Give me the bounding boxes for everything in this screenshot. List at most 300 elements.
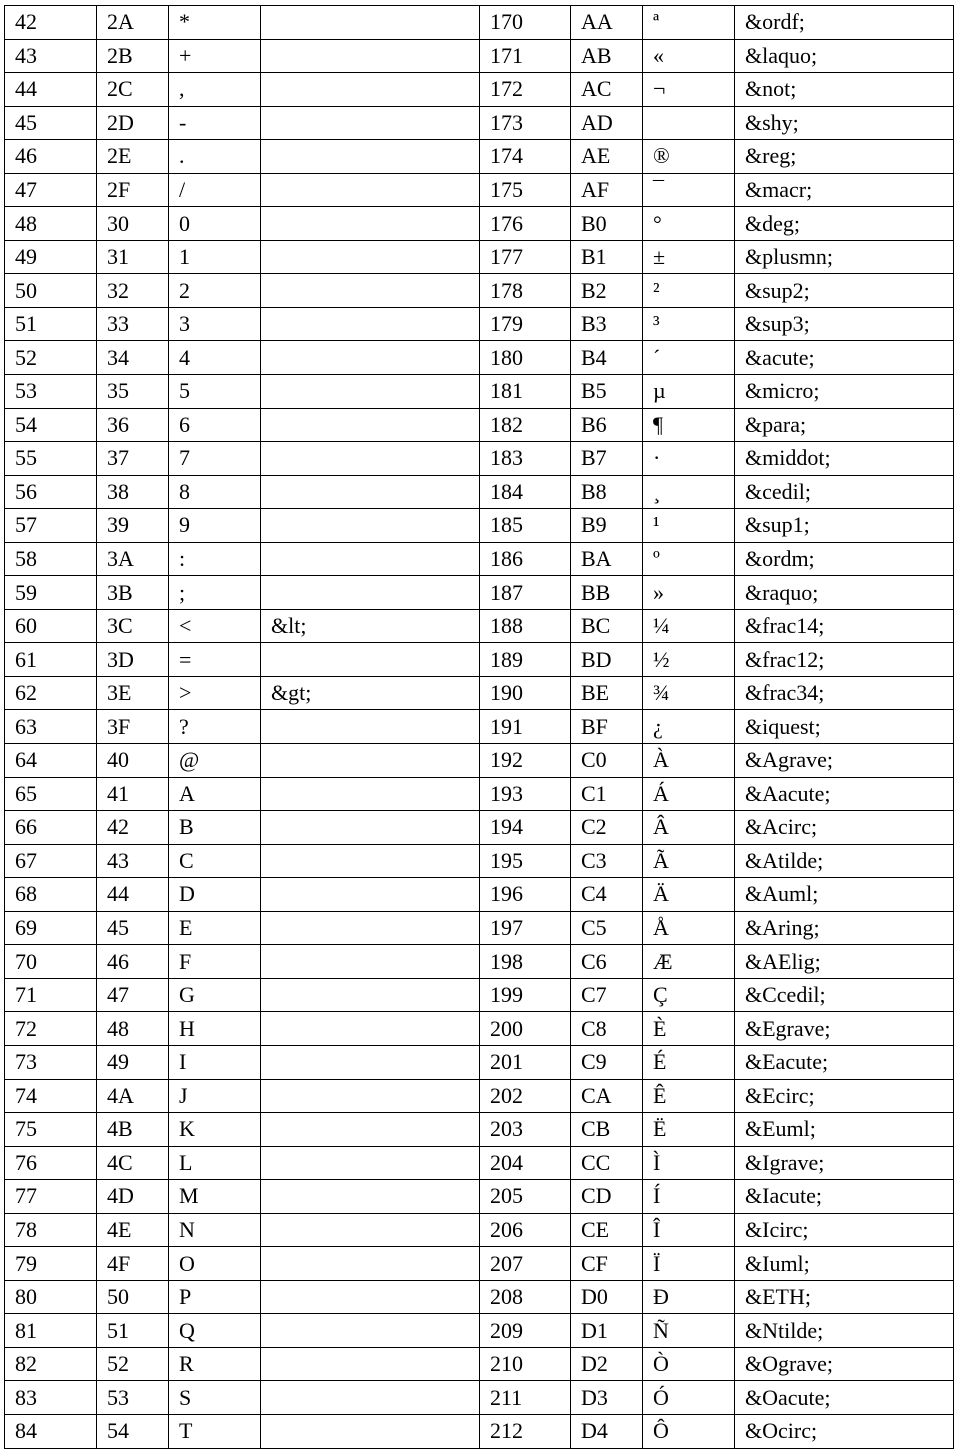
- hex-code-cell: AF: [571, 173, 643, 207]
- character-cell: O: [169, 1247, 261, 1281]
- character-cell: ·: [643, 442, 735, 476]
- decimal-code-cell: 83: [5, 1381, 97, 1415]
- hex-code-cell: B6: [571, 408, 643, 442]
- decimal-code-cell: 58: [5, 542, 97, 576]
- character-cell: C: [169, 844, 261, 878]
- entity-name-cell: &Ocirc;: [735, 1414, 954, 1448]
- character-cell: Ì: [643, 1146, 735, 1180]
- character-cell: Q: [169, 1314, 261, 1348]
- character-cell: À: [643, 744, 735, 778]
- character-cell: I: [169, 1045, 261, 1079]
- hex-code-cell: BB: [571, 576, 643, 610]
- entity-name-cell: [261, 442, 480, 476]
- character-cell: º: [643, 542, 735, 576]
- hex-code-cell: CF: [571, 1247, 643, 1281]
- entity-name-cell: &raquo;: [735, 576, 954, 610]
- entity-name-cell: &Euml;: [735, 1113, 954, 1147]
- table-row: [5, 1314, 954, 1348]
- decimal-code-cell: 57: [5, 509, 97, 543]
- character-cell: :: [169, 542, 261, 576]
- character-cell: ½: [643, 643, 735, 677]
- entity-name-cell: [261, 140, 480, 174]
- hex-code-cell: B9: [571, 509, 643, 543]
- decimal-code-cell: 45: [5, 106, 97, 140]
- character-cell: <: [169, 609, 261, 643]
- character-cell: ³: [643, 307, 735, 341]
- decimal-code-cell: 67: [5, 844, 97, 878]
- decimal-code-cell: 75: [5, 1113, 97, 1147]
- entity-name-cell: [261, 945, 480, 979]
- character-cell: Ã: [643, 844, 735, 878]
- character-cell: D: [169, 878, 261, 912]
- decimal-code-cell: 192: [480, 744, 571, 778]
- hex-code-cell: AD: [571, 106, 643, 140]
- table-row: [5, 341, 954, 375]
- entity-name-cell: &frac12;: [735, 643, 954, 677]
- character-cell: ±: [643, 240, 735, 274]
- character-cell: B: [169, 811, 261, 845]
- entity-name-cell: &reg;: [735, 140, 954, 174]
- entity-name-cell: [261, 811, 480, 845]
- character-cell: Ô: [643, 1414, 735, 1448]
- decimal-code-cell: 208: [480, 1280, 571, 1314]
- decimal-code-cell: 212: [480, 1414, 571, 1448]
- table-row: [5, 1213, 954, 1247]
- entity-name-cell: &Aacute;: [735, 777, 954, 811]
- entity-name-cell: [261, 1381, 480, 1415]
- entity-name-cell: [261, 509, 480, 543]
- character-cell: ¿: [643, 710, 735, 744]
- hex-code-cell: 4F: [97, 1247, 169, 1281]
- entity-name-cell: &Iuml;: [735, 1247, 954, 1281]
- character-cell: ®: [643, 140, 735, 174]
- decimal-code-cell: 202: [480, 1079, 571, 1113]
- character-cell: T: [169, 1414, 261, 1448]
- character-cell: J: [169, 1079, 261, 1113]
- hex-code-cell: 41: [97, 777, 169, 811]
- character-cell: »: [643, 576, 735, 610]
- decimal-code-cell: 49: [5, 240, 97, 274]
- table-row: [5, 1045, 954, 1079]
- entity-name-cell: [261, 1012, 480, 1046]
- hex-code-cell: 49: [97, 1045, 169, 1079]
- hex-code-cell: 4E: [97, 1213, 169, 1247]
- decimal-code-cell: 79: [5, 1247, 97, 1281]
- entity-name-cell: [261, 1113, 480, 1147]
- decimal-code-cell: 84: [5, 1414, 97, 1448]
- hex-code-cell: B5: [571, 375, 643, 409]
- table-row: [5, 39, 954, 73]
- decimal-code-cell: 42: [5, 6, 97, 40]
- decimal-code-cell: 80: [5, 1280, 97, 1314]
- hex-code-cell: 50: [97, 1280, 169, 1314]
- hex-code-cell: 3F: [97, 710, 169, 744]
- decimal-code-cell: 44: [5, 73, 97, 107]
- entity-name-cell: &frac34;: [735, 676, 954, 710]
- character-cell: ¶: [643, 408, 735, 442]
- hex-code-cell: CA: [571, 1079, 643, 1113]
- character-cell: H: [169, 1012, 261, 1046]
- hex-code-cell: 2A: [97, 6, 169, 40]
- entity-name-cell: &iquest;: [735, 710, 954, 744]
- entity-name-cell: [261, 341, 480, 375]
- character-cell: Ä: [643, 878, 735, 912]
- decimal-code-cell: 183: [480, 442, 571, 476]
- character-cell: Ê: [643, 1079, 735, 1113]
- hex-code-cell: CB: [571, 1113, 643, 1147]
- hex-code-cell: CC: [571, 1146, 643, 1180]
- hex-code-cell: 40: [97, 744, 169, 778]
- decimal-code-cell: 78: [5, 1213, 97, 1247]
- character-cell: ¾: [643, 676, 735, 710]
- decimal-code-cell: 180: [480, 341, 571, 375]
- table-row: [5, 375, 954, 409]
- character-cell: 5: [169, 375, 261, 409]
- character-cell: P: [169, 1280, 261, 1314]
- entity-name-cell: [261, 207, 480, 241]
- decimal-code-cell: 187: [480, 576, 571, 610]
- character-cell: ª: [643, 6, 735, 40]
- decimal-code-cell: 81: [5, 1314, 97, 1348]
- entity-name-cell: [261, 1213, 480, 1247]
- character-cell: Î: [643, 1213, 735, 1247]
- decimal-code-cell: 205: [480, 1180, 571, 1214]
- character-cell: /: [169, 173, 261, 207]
- character-cell: ¹: [643, 509, 735, 543]
- table-row: [5, 777, 954, 811]
- decimal-code-cell: 197: [480, 911, 571, 945]
- decimal-code-cell: 200: [480, 1012, 571, 1046]
- decimal-code-cell: 73: [5, 1045, 97, 1079]
- entity-name-cell: [261, 6, 480, 40]
- table-row: [5, 1146, 954, 1180]
- entity-name-cell: [261, 408, 480, 442]
- entity-name-cell: &Atilde;: [735, 844, 954, 878]
- character-cell: ;: [169, 576, 261, 610]
- character-cell: 6: [169, 408, 261, 442]
- entity-name-cell: &ordf;: [735, 6, 954, 40]
- hex-code-cell: 42: [97, 811, 169, 845]
- table-row: [5, 576, 954, 610]
- hex-code-cell: 45: [97, 911, 169, 945]
- hex-code-cell: 4B: [97, 1113, 169, 1147]
- table-row: [5, 173, 954, 207]
- hex-code-cell: B4: [571, 341, 643, 375]
- decimal-code-cell: 52: [5, 341, 97, 375]
- entity-name-cell: &deg;: [735, 207, 954, 241]
- hex-code-cell: B3: [571, 307, 643, 341]
- decimal-code-cell: 176: [480, 207, 571, 241]
- decimal-code-cell: 70: [5, 945, 97, 979]
- hex-code-cell: 38: [97, 475, 169, 509]
- decimal-code-cell: 207: [480, 1247, 571, 1281]
- hex-code-cell: 53: [97, 1381, 169, 1415]
- table-row: [5, 710, 954, 744]
- character-cell: ,: [169, 73, 261, 107]
- entity-name-cell: &not;: [735, 73, 954, 107]
- character-cell: ¸: [643, 475, 735, 509]
- entity-name-cell: [261, 240, 480, 274]
- character-cell: G: [169, 978, 261, 1012]
- decimal-code-cell: 210: [480, 1347, 571, 1381]
- table-row: [5, 1381, 954, 1415]
- decimal-code-cell: 211: [480, 1381, 571, 1415]
- decimal-code-cell: 62: [5, 676, 97, 710]
- hex-code-cell: 48: [97, 1012, 169, 1046]
- entity-name-cell: &laquo;: [735, 39, 954, 73]
- hex-code-cell: 47: [97, 978, 169, 1012]
- entity-name-cell: &ordm;: [735, 542, 954, 576]
- hex-code-cell: D4: [571, 1414, 643, 1448]
- hex-code-cell: 37: [97, 442, 169, 476]
- table-row: [5, 240, 954, 274]
- decimal-code-cell: 172: [480, 73, 571, 107]
- hex-code-cell: C5: [571, 911, 643, 945]
- character-cell: 8: [169, 475, 261, 509]
- hex-code-cell: D3: [571, 1381, 643, 1415]
- hex-code-cell: C9: [571, 1045, 643, 1079]
- decimal-code-cell: 174: [480, 140, 571, 174]
- character-cell: A: [169, 777, 261, 811]
- decimal-code-cell: 173: [480, 106, 571, 140]
- decimal-code-cell: 55: [5, 442, 97, 476]
- hex-code-cell: C4: [571, 878, 643, 912]
- table-row: [5, 643, 954, 677]
- entity-name-cell: [261, 274, 480, 308]
- entity-name-cell: [261, 844, 480, 878]
- decimal-code-cell: 71: [5, 978, 97, 1012]
- hex-code-cell: 54: [97, 1414, 169, 1448]
- character-cell: L: [169, 1146, 261, 1180]
- table-row: [5, 1280, 954, 1314]
- entity-name-cell: &ETH;: [735, 1280, 954, 1314]
- decimal-code-cell: 189: [480, 643, 571, 677]
- table-row: [5, 1012, 954, 1046]
- entity-name-cell: &shy;: [735, 106, 954, 140]
- entity-name-cell: [261, 911, 480, 945]
- character-cell: ¬: [643, 73, 735, 107]
- hex-code-cell: D1: [571, 1314, 643, 1348]
- decimal-code-cell: 76: [5, 1146, 97, 1180]
- character-cell: *: [169, 6, 261, 40]
- character-cell: Ò: [643, 1347, 735, 1381]
- table-row: [5, 408, 954, 442]
- character-cell: Á: [643, 777, 735, 811]
- character-cell: 0: [169, 207, 261, 241]
- character-cell: 3: [169, 307, 261, 341]
- table-row: [5, 140, 954, 174]
- hex-code-cell: B8: [571, 475, 643, 509]
- entity-name-cell: &Oacute;: [735, 1381, 954, 1415]
- decimal-code-cell: 204: [480, 1146, 571, 1180]
- character-cell: Ñ: [643, 1314, 735, 1348]
- decimal-code-cell: 72: [5, 1012, 97, 1046]
- hex-code-cell: 52: [97, 1347, 169, 1381]
- decimal-code-cell: 43: [5, 39, 97, 73]
- entity-name-cell: [261, 878, 480, 912]
- entity-name-cell: &Ntilde;: [735, 1314, 954, 1348]
- entity-name-cell: &Ograve;: [735, 1347, 954, 1381]
- entity-name-cell: [261, 375, 480, 409]
- entity-name-cell: [261, 1247, 480, 1281]
- entity-name-cell: &Icirc;: [735, 1213, 954, 1247]
- hex-code-cell: 3B: [97, 576, 169, 610]
- hex-code-cell: B2: [571, 274, 643, 308]
- hex-code-cell: 31: [97, 240, 169, 274]
- entity-name-cell: &Aring;: [735, 911, 954, 945]
- hex-code-cell: 4A: [97, 1079, 169, 1113]
- character-cell: F: [169, 945, 261, 979]
- decimal-code-cell: 177: [480, 240, 571, 274]
- decimal-code-cell: 190: [480, 676, 571, 710]
- entity-name-cell: &acute;: [735, 341, 954, 375]
- entity-name-cell: &sup2;: [735, 274, 954, 308]
- table-row: [5, 811, 954, 845]
- entity-name-cell: [261, 576, 480, 610]
- entity-name-cell: &macr;: [735, 173, 954, 207]
- hex-code-cell: BC: [571, 609, 643, 643]
- entity-name-cell: &Acirc;: [735, 811, 954, 845]
- table-row: [5, 1347, 954, 1381]
- table-row: [5, 274, 954, 308]
- entity-name-cell: &gt;: [261, 676, 480, 710]
- decimal-code-cell: 51: [5, 307, 97, 341]
- hex-code-cell: 3E: [97, 676, 169, 710]
- character-cell: ¼: [643, 609, 735, 643]
- character-cell: >: [169, 676, 261, 710]
- hex-code-cell: 36: [97, 408, 169, 442]
- entity-name-cell: &Auml;: [735, 878, 954, 912]
- decimal-code-cell: 171: [480, 39, 571, 73]
- entity-name-cell: [261, 744, 480, 778]
- hex-code-cell: C6: [571, 945, 643, 979]
- character-cell: 2: [169, 274, 261, 308]
- character-cell: 4: [169, 341, 261, 375]
- character-cell: Í: [643, 1180, 735, 1214]
- entity-name-cell: [261, 710, 480, 744]
- hex-code-cell: C8: [571, 1012, 643, 1046]
- table-row: [5, 744, 954, 778]
- decimal-code-cell: 64: [5, 744, 97, 778]
- decimal-code-cell: 82: [5, 1347, 97, 1381]
- table-body: [5, 6, 954, 1449]
- entity-name-cell: &frac14;: [735, 609, 954, 643]
- decimal-code-cell: 194: [480, 811, 571, 845]
- decimal-code-cell: 198: [480, 945, 571, 979]
- character-cell: Â: [643, 811, 735, 845]
- hex-code-cell: 35: [97, 375, 169, 409]
- hex-code-cell: 2C: [97, 73, 169, 107]
- entity-name-cell: &Igrave;: [735, 1146, 954, 1180]
- decimal-code-cell: 66: [5, 811, 97, 845]
- hex-code-cell: 32: [97, 274, 169, 308]
- hex-code-cell: D0: [571, 1280, 643, 1314]
- decimal-code-cell: 193: [480, 777, 571, 811]
- table-row: [5, 509, 954, 543]
- hex-code-cell: C3: [571, 844, 643, 878]
- hex-code-cell: C7: [571, 978, 643, 1012]
- entity-name-cell: [261, 106, 480, 140]
- decimal-code-cell: 60: [5, 609, 97, 643]
- entity-name-cell: &plusmn;: [735, 240, 954, 274]
- character-cell: -: [169, 106, 261, 140]
- decimal-code-cell: 201: [480, 1045, 571, 1079]
- decimal-code-cell: 178: [480, 274, 571, 308]
- table-row: [5, 1079, 954, 1113]
- character-cell: Ï: [643, 1247, 735, 1281]
- entity-name-cell: [261, 1280, 480, 1314]
- character-cell: S: [169, 1381, 261, 1415]
- character-cell: M: [169, 1180, 261, 1214]
- entity-name-cell: &sup3;: [735, 307, 954, 341]
- decimal-code-cell: 195: [480, 844, 571, 878]
- entity-name-cell: &Ccedil;: [735, 978, 954, 1012]
- table-row: [5, 911, 954, 945]
- hex-code-cell: AC: [571, 73, 643, 107]
- hex-code-cell: 3D: [97, 643, 169, 677]
- decimal-code-cell: 47: [5, 173, 97, 207]
- decimal-code-cell: 182: [480, 408, 571, 442]
- entity-name-cell: &Egrave;: [735, 1012, 954, 1046]
- hex-code-cell: AE: [571, 140, 643, 174]
- character-entity-table: [4, 5, 954, 1449]
- table-row: [5, 1414, 954, 1448]
- hex-code-cell: 4C: [97, 1146, 169, 1180]
- character-cell: E: [169, 911, 261, 945]
- entity-name-cell: [261, 39, 480, 73]
- hex-code-cell: 3A: [97, 542, 169, 576]
- entity-name-cell: [261, 307, 480, 341]
- decimal-code-cell: 185: [480, 509, 571, 543]
- entity-name-cell: &Iacute;: [735, 1180, 954, 1214]
- decimal-code-cell: 74: [5, 1079, 97, 1113]
- decimal-code-cell: 179: [480, 307, 571, 341]
- hex-code-cell: 46: [97, 945, 169, 979]
- decimal-code-cell: 59: [5, 576, 97, 610]
- decimal-code-cell: 61: [5, 643, 97, 677]
- character-cell: °: [643, 207, 735, 241]
- hex-code-cell: 51: [97, 1314, 169, 1348]
- decimal-code-cell: 68: [5, 878, 97, 912]
- hex-code-cell: BF: [571, 710, 643, 744]
- decimal-code-cell: 63: [5, 710, 97, 744]
- entity-name-cell: &para;: [735, 408, 954, 442]
- table-row: [5, 1113, 954, 1147]
- character-cell: .: [169, 140, 261, 174]
- character-cell: ?: [169, 710, 261, 744]
- decimal-code-cell: 209: [480, 1314, 571, 1348]
- decimal-code-cell: 199: [480, 978, 571, 1012]
- hex-code-cell: B1: [571, 240, 643, 274]
- character-cell: @: [169, 744, 261, 778]
- character-cell: ¯: [643, 173, 735, 207]
- entity-name-cell: [261, 777, 480, 811]
- table-row: [5, 106, 954, 140]
- hex-code-cell: C0: [571, 744, 643, 778]
- decimal-code-cell: 203: [480, 1113, 571, 1147]
- table-row: [5, 307, 954, 341]
- character-cell: «: [643, 39, 735, 73]
- entity-name-cell: [261, 1180, 480, 1214]
- hex-code-cell: 33: [97, 307, 169, 341]
- hex-code-cell: 34: [97, 341, 169, 375]
- entity-name-cell: [261, 1079, 480, 1113]
- decimal-code-cell: 54: [5, 408, 97, 442]
- hex-code-cell: 2F: [97, 173, 169, 207]
- character-cell: Å: [643, 911, 735, 945]
- character-cell: ²: [643, 274, 735, 308]
- table-row: [5, 978, 954, 1012]
